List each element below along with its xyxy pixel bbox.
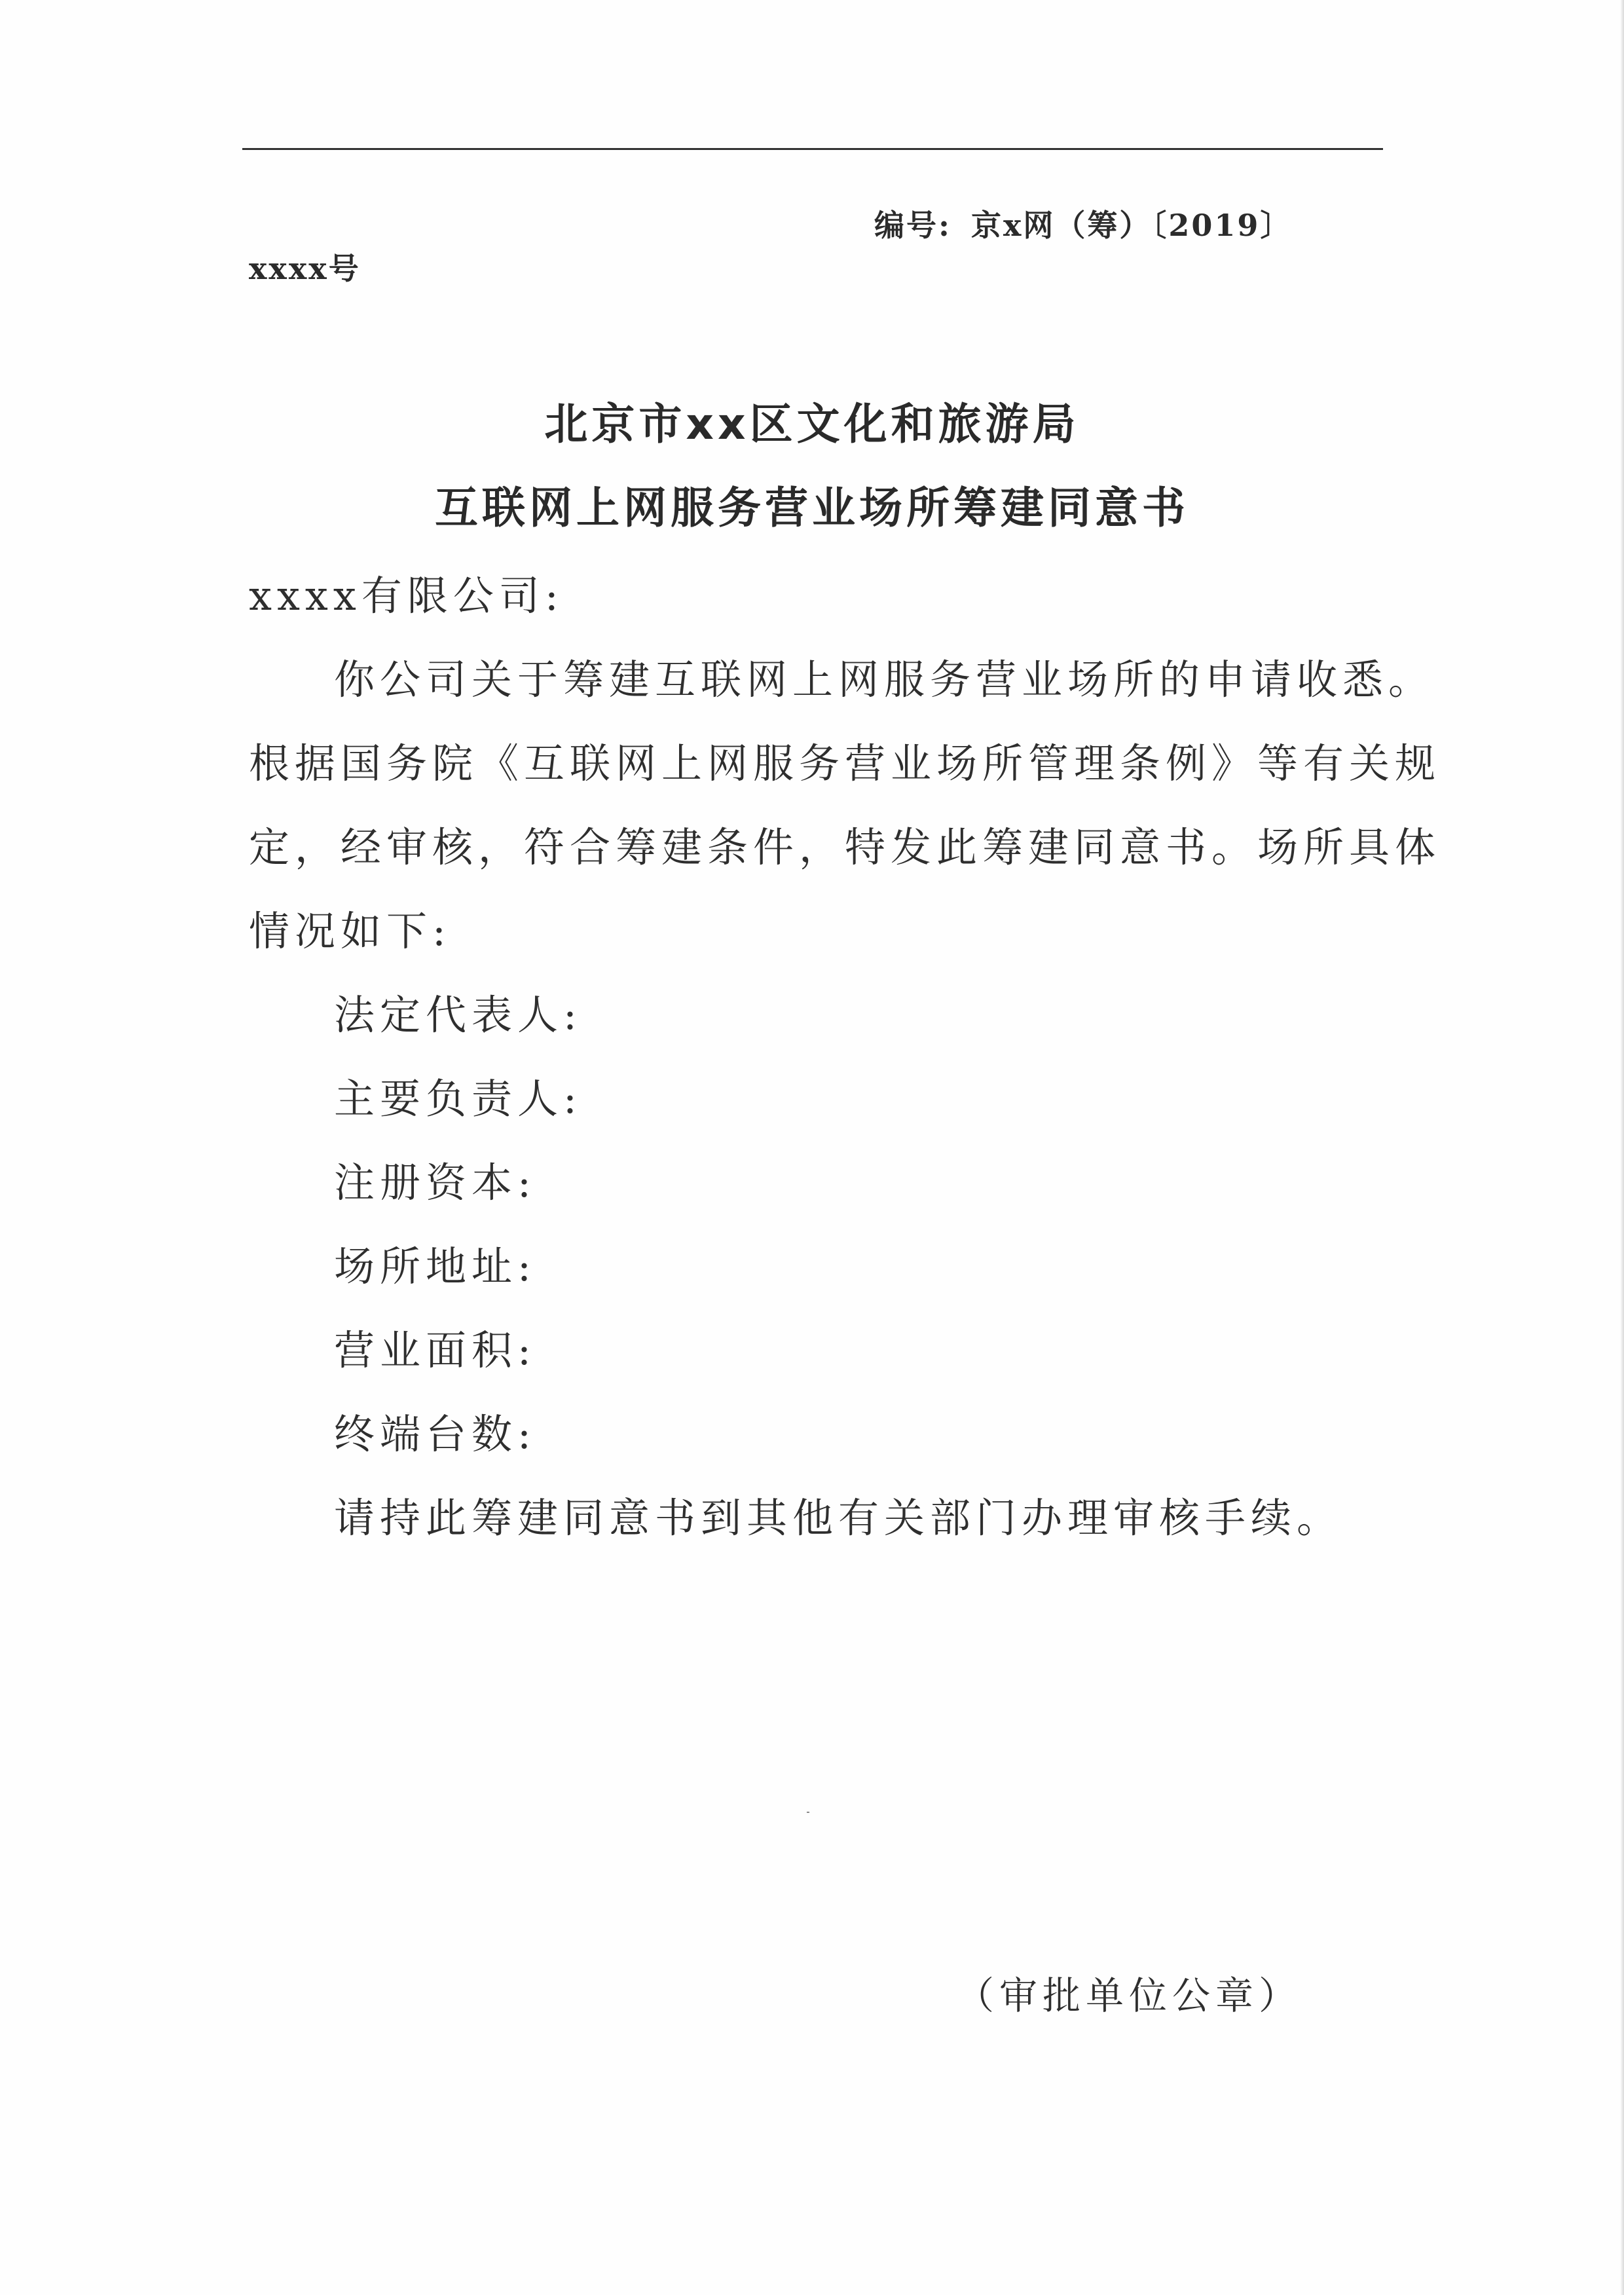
document-title: 互联网上网服务营业场所筹建同意书 [435,483,1189,533]
field-principal-manager: 主要负责人: [334,1075,582,1123]
official-seal-note: （审批单位公章） [956,1973,1302,2018]
page-edge-shadow [1620,0,1624,2295]
reference-value: 京x网（筹）〔2019〕 [970,208,1293,243]
field-terminal-count: 终端台数: [334,1410,536,1458]
paragraph-line: 情况如下: [249,907,451,955]
paragraph-line: 根据国务院《互联网上网服务营业场所管理条例》等有关规 [249,739,1441,787]
header-rule [242,148,1383,150]
field-legal-representative: 法定代表人: [334,991,582,1039]
issuing-authority-title: 北京市xx区文化和旅游局 [544,399,1080,449]
reference-label: 编号: [874,208,951,243]
reference-number [874,202,1292,245]
field-registered-capital: 注册资本: [334,1159,536,1206]
paragraph-line: 定，经审核，符合筹建条件，特发此筹建同意书。场所具体 [249,823,1441,871]
reference-number-continuation: xxxx号 [249,251,361,286]
field-business-area: 营业面积: [334,1326,536,1374]
field-premises-address: 场所地址: [334,1242,536,1290]
paragraph-line: 你公司关于筹建互联网上网服务营业场所的申请收悉。 [334,656,1435,703]
closing-instruction: 请持此筹建同意书到其他有关部门办理审核手续。 [334,1494,1343,1542]
scan-speck [807,1812,809,1813]
addressee: xxxx有限公司: [249,572,564,620]
